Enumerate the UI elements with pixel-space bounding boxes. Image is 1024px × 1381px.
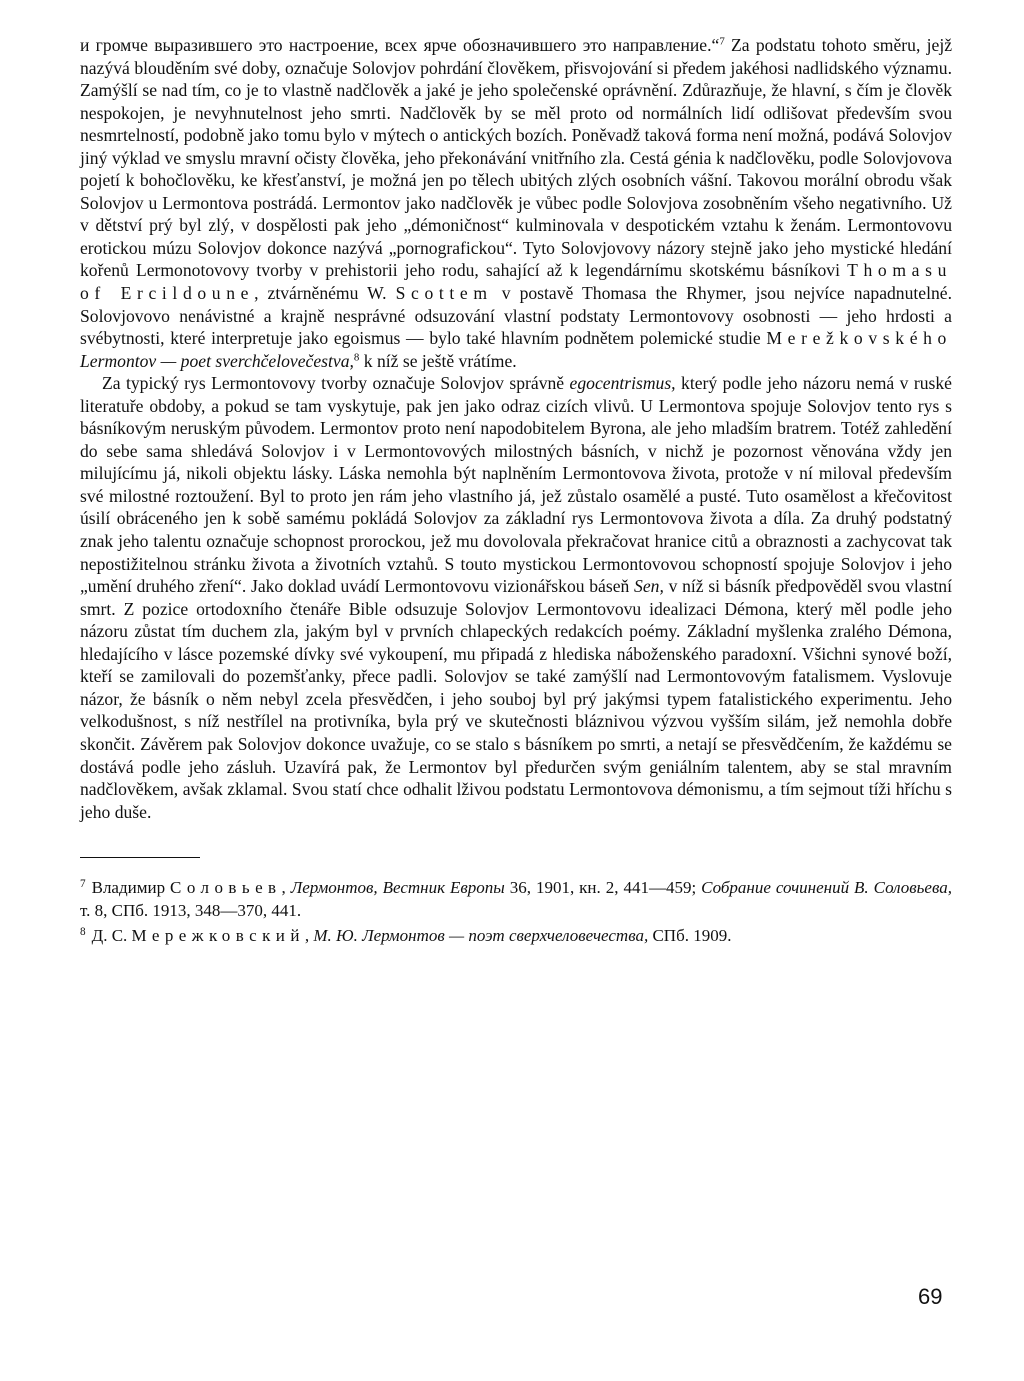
footnote-ref-7[interactable]: 7 <box>719 35 725 48</box>
paragraph-1-text: , ztvárněnému W. <box>254 283 396 304</box>
page-number: 69 <box>918 1284 943 1309</box>
footnote-8 <box>80 924 952 947</box>
footnote-author: Мережковский <box>131 926 305 946</box>
footnote-number: 7 <box>80 877 86 890</box>
name-merezhkovsky: Merežkovského <box>766 328 952 349</box>
footnote-title: Лермонтов, Вестник Европы <box>290 878 505 898</box>
paragraph-1-text: Za podstatu tohoto směru, jejž nazývá blouděním své doby, označuje Solovjov pohrdání člověkem, přisvojování si předem jakéhosi nadlidského významu. Zamýšlí se nad tím, co je to vlastně nadčlověk a jaké je jeho společenské oprávnění. Zdůrazňuje, že hlavní, s čím je člověk nespokojen, je nevyhnutelnost jeho smrti. Nadčlověk by se měl proto od normálních lidí odlišovat především svou nesmrtelností, podobně jako tomu bylo v mýtech o antických bozích. Poněvadž taková forma není možná, podává Solovjov jiný výklad ve smyslu mravní očisty člověka, jeho překonávání vnitřního zla. Cestá génia k nadčlověku, podle Solovjovova pojetí k bohočlověku, ke křesťanství, je možná jen po tělech ubitých zlých osobních vášní. Takovou morální obrodu však Solovjov u Lermontova postrádá. Lermontov jako nadčlověk je vůbec podle Solovjova zosobněním všeho negativního. Už v dětství prý byl zlý, v dospělosti pak jeho „démoničnost“ kulminovala v despotickém vztahu k ženám. Lermontovovu erotickou múzu Solovjov dokonce nazývá „pornografickou“. Tyto Solovjovovy názory stejně jako jeho mystické hledání kořenů Lermonotovovy tvorby v prehistorii jeho rodu, sahající až k legendárnímu skotskému básníkovi <box>80 35 953 281</box>
paragraph-1 <box>80 34 952 372</box>
page-content <box>80 34 952 949</box>
title-lermontov-poet: Lermontov — poet sverchčelovečestva, <box>80 350 354 371</box>
footnote-text: 36, 1901, кн. 2, 441—459; <box>504 878 702 898</box>
term-egocentrismus: egocentrismus, <box>569 373 676 394</box>
footnote-author: Соловьев <box>170 878 282 898</box>
paragraph-2-text: Za typický rys Lermontovovy tvorby označuje Solovjov správně <box>102 373 570 394</box>
footnote-title: Собрание сочинений В. Соловьева, <box>701 878 952 898</box>
footnote-text: т. 8, СПб. 1913, 348—370, 441. <box>80 901 302 921</box>
paragraph-2-text: který podle jeho názoru nemá v ruské literatuře obdoby, a pokud se tam vyskytuje, pak jen jako odraz cizích vlivů. U Lermontova spojuje Solovjov tento rys s básníkovým neruským původem. Lermontov proto není napodobitelem Byrona, ale jeho mladším bratrem. Totéž zahledění do sebe sama shledává Solovjov i v Lermontovových milostných básních, v nichž je pozornost věnována vždy jen milujícímu já, nikoli objektu lásky. Láska nemohla být naplněním Lermontovova života, protože v ní miloval především své milostné roztoužení. Byl to proto jen rám jeho vlastního já, jež zůstalo osamělé a pusté. Tuto osamělost a křečovitost úsilí obráceného jen k sobě samému pokládá Solovjov za základní rys Lermontovova života a díla. Za druhý podstatný znak jeho talentu označuje schopnost prorockou, jež mu dovolovala překračovat hranice citů a obraznosti a zachycovat tak nepostižitelnou stránku života a životních vztahů. S touto mystickou Lermontovovou schopností spojuje Solovjov i jeho „umění druhého zření“. Jako doklad uvádí Lermontovovu vizionářskou báseň <box>80 373 952 597</box>
footnote-number: 8 <box>80 925 86 938</box>
footnote-text: СПб. 1909. <box>648 926 732 946</box>
paragraph-2 <box>80 372 952 823</box>
footnote-7 <box>80 876 952 922</box>
footnote-divider <box>80 857 200 858</box>
footnote-text: , <box>304 926 314 946</box>
paragraph-1-text: v postavě Thomasa the Rhymer, jsou nejvíce napadnutelné. Solovjovovo nenávistné a krajně nesprávné odsuzování vlastní podstaty Lermontovovy osobnosti — jeho hrdosti a svébytnosti, které interpretuje jako egoismus — bylo také hlavním podnětem polemické studie <box>80 283 952 349</box>
paragraph-1-text: k níž se ještě vrátíme. <box>359 350 517 371</box>
name-thomas-of-ercildoune: Thomasu of Ercildoune <box>80 260 952 304</box>
title-sen: Sen, <box>634 576 664 597</box>
footnote-text: Д. С. <box>91 926 132 946</box>
name-scott: Scottem <box>395 283 493 304</box>
footnote-title: М. Ю. Лермонтов — поэт сверхчеловечества, <box>313 926 649 946</box>
body-text <box>80 34 952 823</box>
footnote-text: , <box>281 878 291 898</box>
footnotes <box>80 876 952 947</box>
russian-quote-end: и громче выразившего это настроение, всех ярче обозначившего это направление.“ <box>80 35 720 55</box>
paragraph-2-text: v níž si básník předpověděl svou vlastní smrt. Z pozice ortodoxního čtenáře Bible odsuzuje Solovjov Lermontovovu idealizaci Démona, který měl podle jeho názoru zůstat tím duchem zla, jakým byl v prvních chlapeckých redakcích poémy. Základní myšlenka zralého Démona, hledajícího v lásce pozemské dívky své vykoupení, mu připadá z hlediska náboženského paradoxní. Všichni synové boží, kteří se zamilovali do pozemšťanky, přece padli. Solovjov se také zamýšlí nad Lermontovovým fatalismem. Vyslovuje názor, že básník o něm nebyl zcela přesvědčen, i jeho souboj byl prý jakýmsi typem fatalistického experimentu. Jeho velkodušnost, s níž nestřílel na protivníka, byla prý ve skutečnosti bláznivou výzvou vyšším silám, jež nemohla dobře skončit. Závěrem pak Solovjov dokonce uvažuje, co se stalo s básníkem po smrti, a netají se přesvědčením, že každému se dostává podle jeho zásluh. Uzavírá pak, že Lermontov byl předurčen svým geniálním talentem, aby se stal mravním nadčlověkem, avšak zklamal. Svou statí chce odhalit lživou podstatu Lermontovova démonismu, a tím sejmout tíži hříchu s jeho duše. <box>80 576 952 822</box>
footnote-text: Владимир <box>91 878 171 898</box>
footnote-ref-8[interactable]: 8 <box>353 351 360 364</box>
